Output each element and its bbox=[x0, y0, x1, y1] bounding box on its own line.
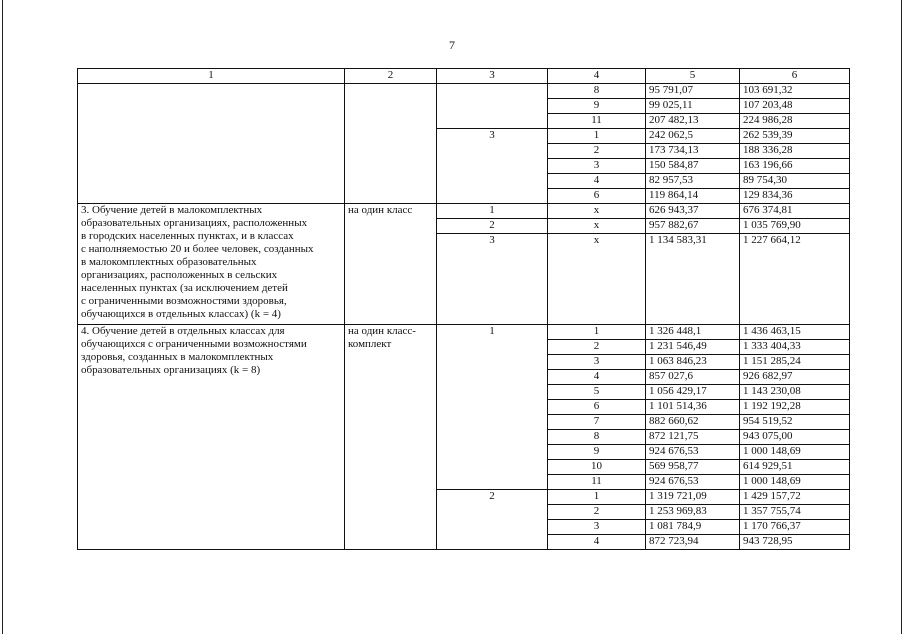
description-line: 4. Обучение детей в отдельных классах для bbox=[81, 325, 285, 337]
grade-cell: 2 bbox=[548, 144, 646, 159]
grade-cell: 2 bbox=[548, 340, 646, 355]
value-cell: 1 357 755,74 bbox=[740, 505, 850, 520]
grade-cell: 3 bbox=[548, 355, 646, 370]
value-cell: 926 682,97 bbox=[740, 370, 850, 385]
grade-cell: 8 bbox=[548, 430, 646, 445]
value-cell: 1 101 514,36 bbox=[646, 400, 740, 415]
header-cell: 2 bbox=[345, 69, 437, 84]
value-cell: 107 203,48 bbox=[740, 99, 850, 114]
description-line: в городских населенных пунктах, и в классах bbox=[81, 230, 294, 242]
value-cell: 1 056 429,17 bbox=[646, 385, 740, 400]
grade-cell: 9 bbox=[548, 445, 646, 460]
grade-cell: 8 bbox=[548, 84, 646, 99]
description-line: обучающихся в отдельных классах) (k = 4) bbox=[81, 308, 281, 320]
value-cell: 163 196,66 bbox=[740, 159, 850, 174]
grade-cell: х bbox=[548, 234, 646, 325]
grade-cell: 6 bbox=[548, 189, 646, 204]
value-cell: 89 754,30 bbox=[740, 174, 850, 189]
grade-cell: 5 bbox=[548, 385, 646, 400]
unit-line: на один класс- bbox=[348, 325, 416, 337]
description-line: обучающихся с ограниченными возможностями bbox=[81, 338, 307, 350]
value-cell: 1 035 769,90 bbox=[740, 219, 850, 234]
value-cell: 1 000 148,69 bbox=[740, 445, 850, 460]
header-cell: 6 bbox=[740, 69, 850, 84]
value-cell: 1 319 721,09 bbox=[646, 490, 740, 505]
value-cell: 1 000 148,69 bbox=[740, 475, 850, 490]
value-cell: 173 734,13 bbox=[646, 144, 740, 159]
value-cell: 943 728,95 bbox=[740, 535, 850, 550]
group-cell: 2 bbox=[437, 219, 548, 234]
value-cell: 188 336,28 bbox=[740, 144, 850, 159]
value-cell: 1 192 192,28 bbox=[740, 400, 850, 415]
page-border-right bbox=[901, 0, 902, 634]
grade-cell: 1 bbox=[548, 129, 646, 144]
value-cell: 626 943,37 bbox=[646, 204, 740, 219]
description-line: населенных пунктах (за исключением детей bbox=[81, 282, 288, 294]
description-line: образовательных организациях, расположенных bbox=[81, 217, 308, 229]
grade-cell: 6 bbox=[548, 400, 646, 415]
description-line: организациях, расположенных в сельских bbox=[81, 269, 278, 281]
header-row bbox=[78, 69, 850, 84]
grade-cell: 1 bbox=[548, 490, 646, 505]
grade-cell: х bbox=[548, 204, 646, 219]
value-cell: 882 660,62 bbox=[646, 415, 740, 430]
header-cell: 4 bbox=[548, 69, 646, 84]
description-line: 3. Обучение детей в малокомплектных bbox=[81, 204, 263, 216]
value-cell: 1 227 664,12 bbox=[740, 234, 850, 325]
value-cell: 1 231 546,49 bbox=[646, 340, 740, 355]
value-cell: 1 143 230,08 bbox=[740, 385, 850, 400]
value-cell: 1 063 846,23 bbox=[646, 355, 740, 370]
grade-cell: 1 bbox=[548, 325, 646, 340]
description-line: образовательных организациях (k = 8) bbox=[81, 364, 261, 376]
grade-cell: 11 bbox=[548, 114, 646, 129]
page-number: 7 bbox=[449, 38, 455, 52]
value-cell: 82 957,53 bbox=[646, 174, 740, 189]
page-border-left bbox=[2, 0, 3, 634]
value-cell: 103 691,32 bbox=[740, 84, 850, 99]
group-cell: 1 bbox=[437, 204, 548, 219]
value-cell: 954 519,52 bbox=[740, 415, 850, 430]
table-row bbox=[78, 325, 850, 340]
grade-cell: 10 bbox=[548, 460, 646, 475]
value-cell: 614 929,51 bbox=[740, 460, 850, 475]
value-cell: 1 253 969,83 bbox=[646, 505, 740, 520]
value-cell: 957 882,67 bbox=[646, 219, 740, 234]
header-cell: 5 bbox=[646, 69, 740, 84]
value-cell: 262 539,39 bbox=[740, 129, 850, 144]
grade-cell: 3 bbox=[548, 520, 646, 535]
group-cell: 3 bbox=[437, 234, 548, 325]
value-cell: 676 374,81 bbox=[740, 204, 850, 219]
description-line: с наполняемостью 20 и более человек, созданных bbox=[81, 243, 314, 255]
grade-cell: 4 bbox=[548, 535, 646, 550]
value-cell: 943 075,00 bbox=[740, 430, 850, 445]
description-line: в малокомплектных образовательных bbox=[81, 256, 257, 268]
value-cell: 224 986,28 bbox=[740, 114, 850, 129]
grade-cell: 4 bbox=[548, 174, 646, 189]
value-cell: 1 429 157,72 bbox=[740, 490, 850, 505]
group-cell: 2 bbox=[437, 490, 548, 550]
value-cell: 1 436 463,15 bbox=[740, 325, 850, 340]
table-row bbox=[78, 204, 850, 219]
grade-cell: 11 bbox=[548, 475, 646, 490]
unit-line: комплект bbox=[348, 338, 392, 350]
header-cell: 1 bbox=[78, 69, 345, 84]
table-row bbox=[78, 84, 850, 99]
grade-cell: 3 bbox=[548, 159, 646, 174]
description-line: здоровья, созданных в малокомплектных bbox=[81, 351, 274, 363]
value-cell: 95 791,07 bbox=[646, 84, 740, 99]
value-cell: 1 151 285,24 bbox=[740, 355, 850, 370]
value-cell: 129 834,36 bbox=[740, 189, 850, 204]
value-cell: 150 584,87 bbox=[646, 159, 740, 174]
value-cell: 207 482,13 bbox=[646, 114, 740, 129]
tariff-table bbox=[77, 68, 850, 550]
value-cell: 1 081 784,9 bbox=[646, 520, 740, 535]
value-cell: 569 958,77 bbox=[646, 460, 740, 475]
group-cell: 3 bbox=[437, 129, 548, 204]
value-cell: 1 134 583,31 bbox=[646, 234, 740, 325]
description-line: с ограниченными возможностями здоровья, bbox=[81, 295, 287, 307]
value-cell: 119 864,14 bbox=[646, 189, 740, 204]
grade-cell: 9 bbox=[548, 99, 646, 114]
category-cell-empty bbox=[78, 84, 345, 204]
unit-cell: на один класс bbox=[345, 204, 437, 325]
value-cell: 924 676,53 bbox=[646, 445, 740, 460]
header-cell: 3 bbox=[437, 69, 548, 84]
unit-cell bbox=[345, 325, 437, 550]
value-cell: 1 326 448,1 bbox=[646, 325, 740, 340]
grade-cell: х bbox=[548, 219, 646, 234]
unit-cell-empty bbox=[345, 84, 437, 204]
group-cell-empty bbox=[437, 84, 548, 129]
value-cell: 872 121,75 bbox=[646, 430, 740, 445]
grade-cell: 7 bbox=[548, 415, 646, 430]
category-description bbox=[78, 204, 345, 325]
grade-cell: 4 bbox=[548, 370, 646, 385]
value-cell: 857 027,6 bbox=[646, 370, 740, 385]
value-cell: 99 025,11 bbox=[646, 99, 740, 114]
grade-cell: 2 bbox=[548, 505, 646, 520]
value-cell: 242 062,5 bbox=[646, 129, 740, 144]
value-cell: 1 333 404,33 bbox=[740, 340, 850, 355]
value-cell: 1 170 766,37 bbox=[740, 520, 850, 535]
value-cell: 872 723,94 bbox=[646, 535, 740, 550]
group-cell: 1 bbox=[437, 325, 548, 490]
category-description bbox=[78, 325, 345, 550]
value-cell: 924 676,53 bbox=[646, 475, 740, 490]
